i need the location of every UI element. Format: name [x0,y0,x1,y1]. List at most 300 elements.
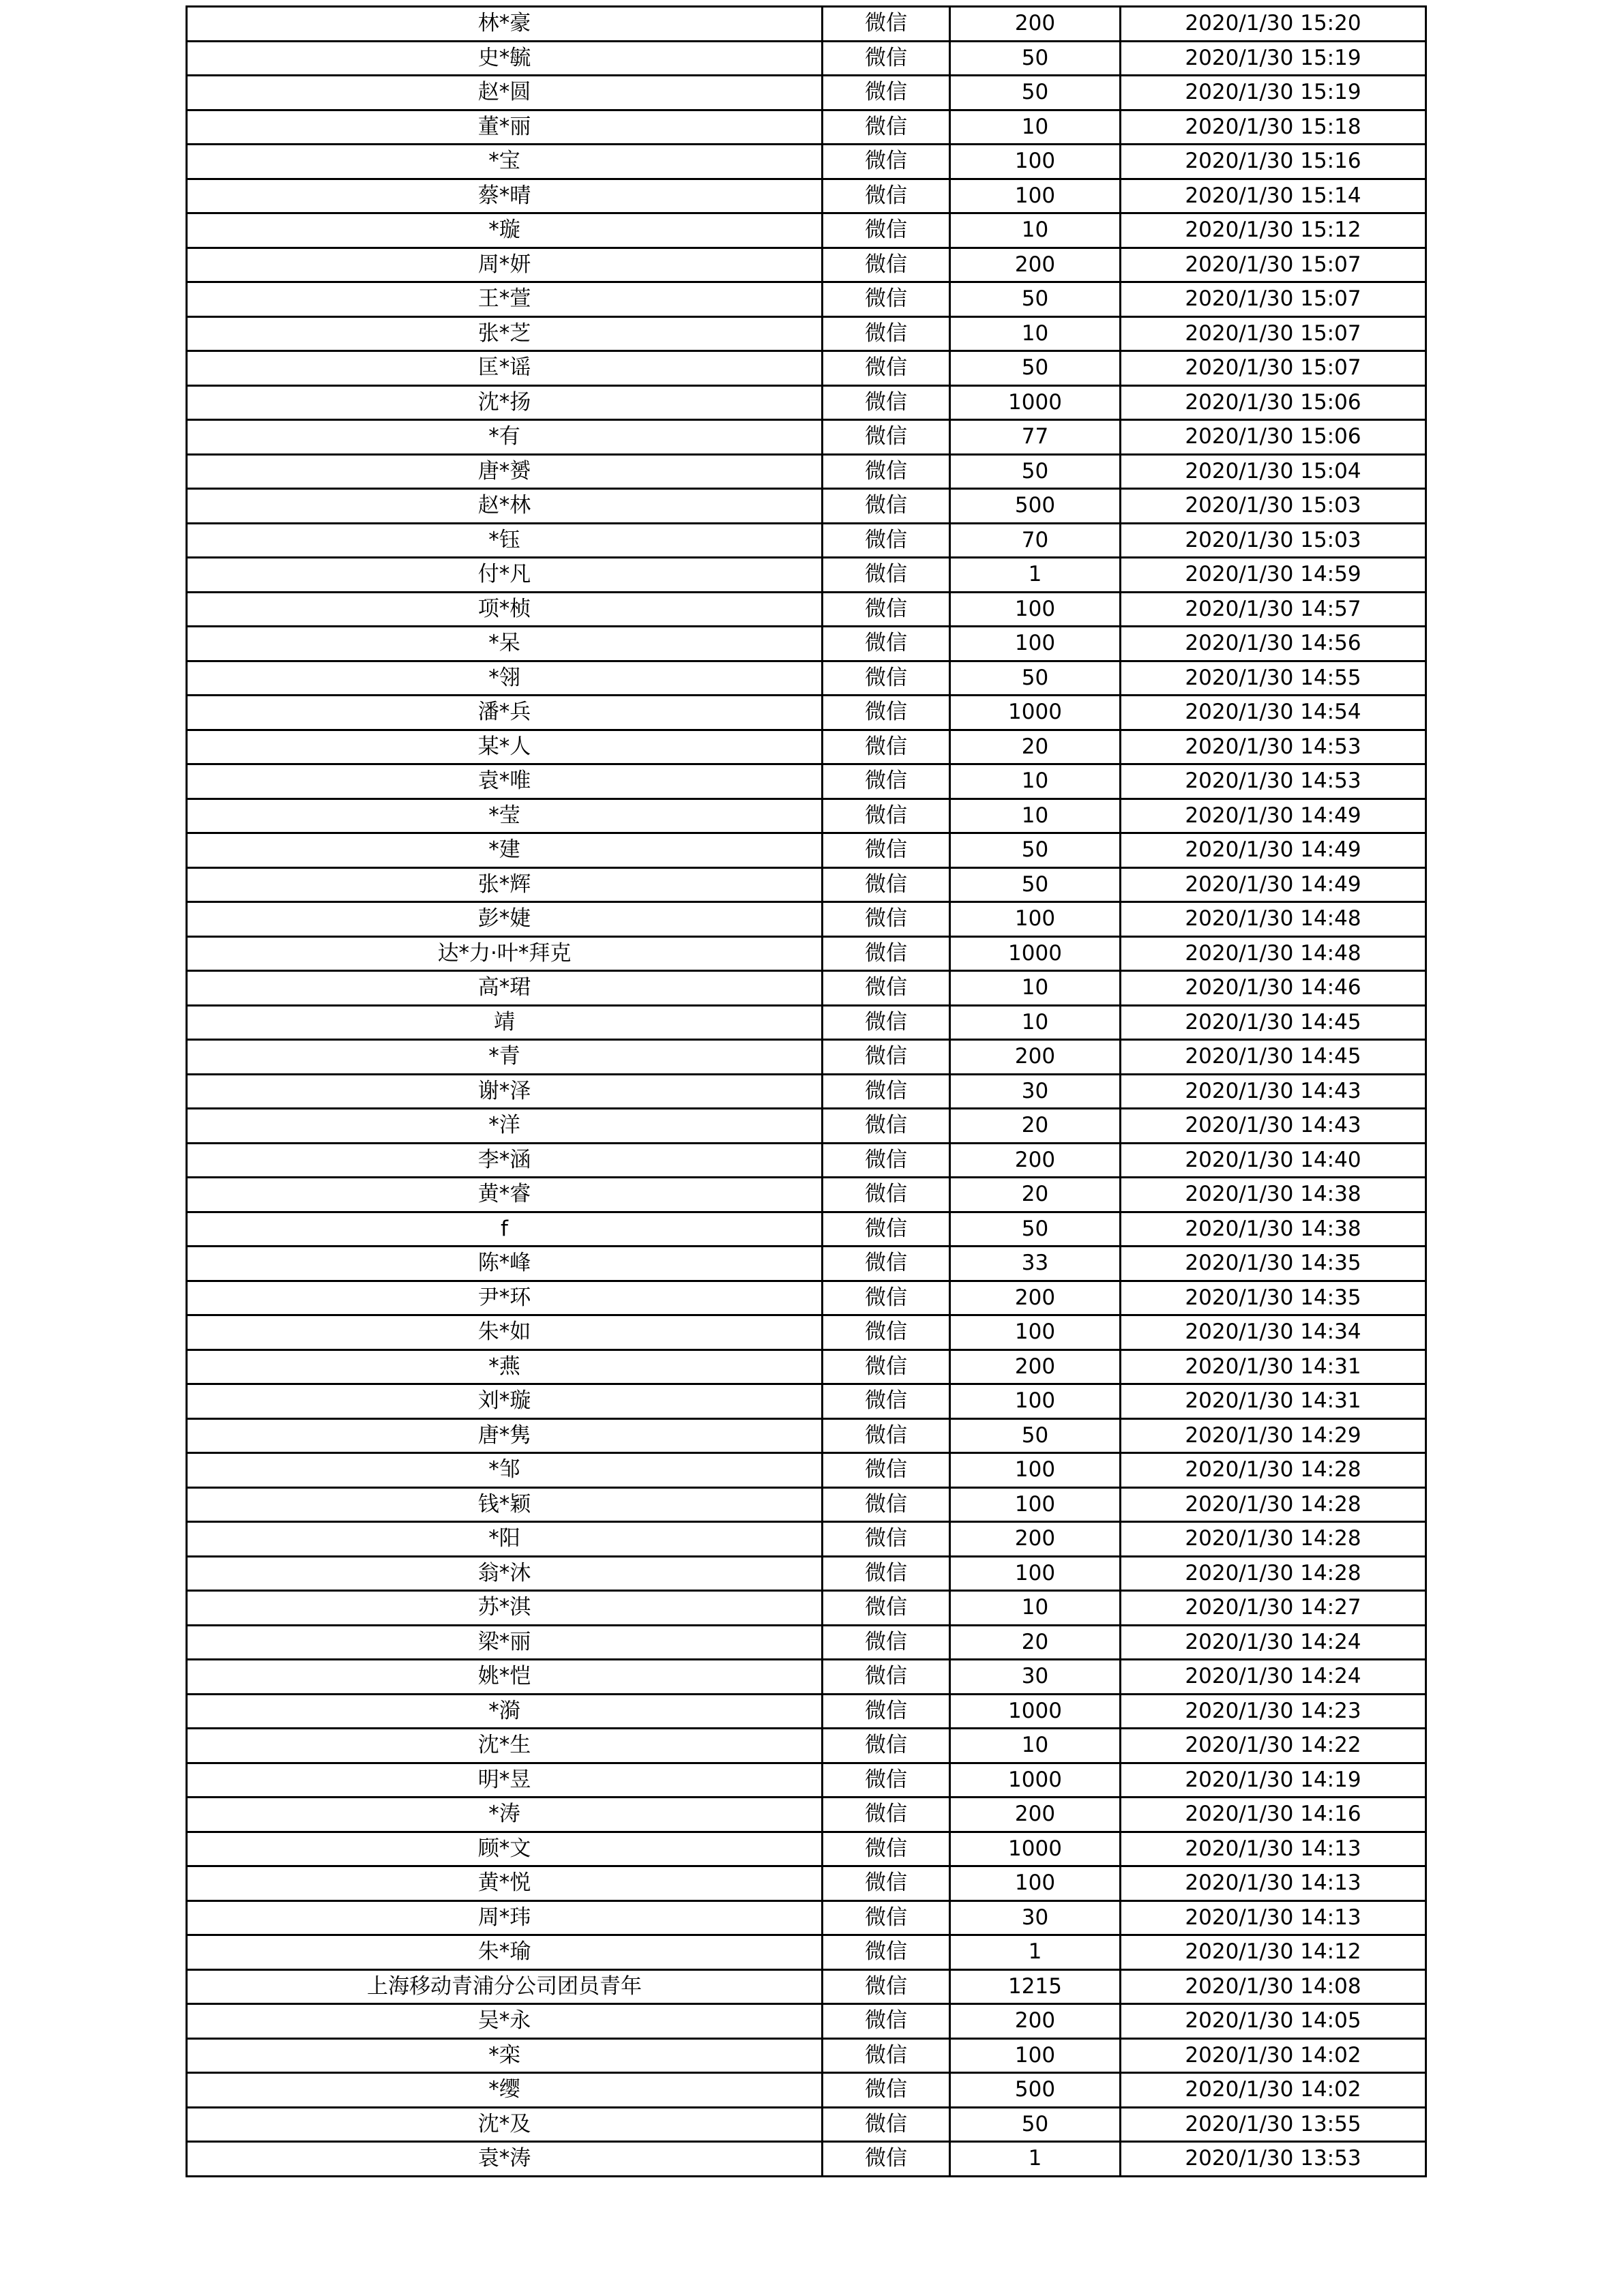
donor-name-cell: 潘*兵 [187,696,823,730]
amount-cell: 33 [950,1247,1121,1281]
timestamp-cell: 2020/1/30 14:12 [1121,1935,1426,1970]
amount-cell: 70 [950,523,1121,558]
table-row [187,867,1426,902]
donor-name-cell: *呆 [187,627,823,661]
amount-cell: 10 [950,1005,1121,1040]
table-row [187,1109,1426,1144]
table-row [187,1556,1426,1591]
timestamp-cell: 2020/1/30 14:57 [1121,592,1426,627]
amount-cell: 1000 [950,1763,1121,1798]
donor-name-cell: 刘*璇 [187,1384,823,1419]
amount-cell: 200 [950,7,1121,42]
amount-cell: 20 [950,1625,1121,1660]
donor-name-cell: 董*丽 [187,110,823,145]
payment-method-cell: 微信 [823,1625,950,1660]
table-row [187,2107,1426,2142]
payment-method-cell: 微信 [823,1487,950,1522]
timestamp-cell: 2020/1/30 15:07 [1121,316,1426,351]
timestamp-cell: 2020/1/30 14:59 [1121,558,1426,593]
amount-cell: 100 [950,902,1121,937]
payment-method-cell: 微信 [823,145,950,179]
timestamp-cell: 2020/1/30 14:46 [1121,971,1426,1006]
payment-method-cell: 微信 [823,179,950,213]
timestamp-cell: 2020/1/30 15:06 [1121,385,1426,420]
table-row [187,558,1426,593]
table-row [187,1384,1426,1419]
amount-cell: 1000 [950,696,1121,730]
amount-cell: 100 [950,2038,1121,2073]
payment-method-cell: 微信 [823,1935,950,1970]
timestamp-cell: 2020/1/30 14:24 [1121,1625,1426,1660]
amount-cell: 100 [950,1556,1121,1591]
table-row [187,1798,1426,1832]
donor-name-cell: 朱*瑜 [187,1935,823,1970]
donor-name-cell: *洋 [187,1109,823,1144]
donor-name-cell: 史*毓 [187,41,823,76]
payment-method-cell: 微信 [823,1866,950,1901]
timestamp-cell: 2020/1/30 14:27 [1121,1591,1426,1626]
payment-method-cell: 微信 [823,420,950,455]
donor-name-cell: 姚*恺 [187,1660,823,1695]
timestamp-cell: 2020/1/30 15:03 [1121,523,1426,558]
payment-method-cell: 微信 [823,730,950,764]
timestamp-cell: 2020/1/30 13:53 [1121,2142,1426,2177]
amount-cell: 500 [950,2073,1121,2108]
amount-cell: 100 [950,1453,1121,1488]
amount-cell: 10 [950,1591,1121,1626]
payment-method-cell: 微信 [823,523,950,558]
table-row [187,1074,1426,1109]
timestamp-cell: 2020/1/30 14:49 [1121,867,1426,902]
table-row [187,1591,1426,1626]
amount-cell: 50 [950,1212,1121,1247]
payment-method-cell: 微信 [823,213,950,248]
amount-cell: 10 [950,213,1121,248]
donor-name-cell: 黄*睿 [187,1178,823,1212]
payment-method-cell: 微信 [823,1109,950,1144]
payment-method-cell: 微信 [823,627,950,661]
table-row [187,2004,1426,2039]
table-row [187,1832,1426,1866]
table-row [187,730,1426,764]
timestamp-cell: 2020/1/30 14:28 [1121,1522,1426,1557]
table-row [187,213,1426,248]
amount-cell: 500 [950,489,1121,524]
payment-method-cell: 微信 [823,1453,950,1488]
payment-method-cell: 微信 [823,764,950,799]
timestamp-cell: 2020/1/30 14:08 [1121,1969,1426,2004]
table-row [187,7,1426,42]
payment-method-cell: 微信 [823,351,950,386]
table-row [187,523,1426,558]
table-row [187,1040,1426,1075]
table-row [187,1178,1426,1212]
donor-name-cell: *璇 [187,213,823,248]
amount-cell: 200 [950,1143,1121,1178]
table-row [187,316,1426,351]
payment-method-cell: 微信 [823,1522,950,1557]
table-row [187,592,1426,627]
payment-method-cell: 微信 [823,2107,950,2142]
donor-name-cell: 高*珺 [187,971,823,1006]
amount-cell: 100 [950,1487,1121,1522]
table-row [187,110,1426,145]
timestamp-cell: 2020/1/30 15:16 [1121,145,1426,179]
payment-method-cell: 微信 [823,1832,950,1866]
timestamp-cell: 2020/1/30 14:34 [1121,1315,1426,1350]
amount-cell: 77 [950,420,1121,455]
table-row [187,1315,1426,1350]
payment-method-cell: 微信 [823,454,950,489]
payment-method-cell: 微信 [823,1900,950,1935]
table-row [187,1935,1426,1970]
amount-cell: 1000 [950,936,1121,971]
table-row [187,145,1426,179]
table-row [187,385,1426,420]
payment-method-cell: 微信 [823,936,950,971]
donation-table-body [187,7,1426,2177]
donor-name-cell: 达*力·叶*拜克 [187,936,823,971]
payment-method-cell: 微信 [823,76,950,110]
donor-name-cell: *缨 [187,2073,823,2108]
donor-name-cell: *建 [187,833,823,868]
donor-name-cell: 张*芝 [187,316,823,351]
payment-method-cell: 微信 [823,316,950,351]
donor-name-cell: 匡*谣 [187,351,823,386]
donor-name-cell: 赵*林 [187,489,823,524]
payment-method-cell: 微信 [823,1694,950,1729]
donor-name-cell: *宝 [187,145,823,179]
donor-name-cell: 某*人 [187,730,823,764]
payment-method-cell: 微信 [823,1591,950,1626]
amount-cell: 50 [950,282,1121,317]
timestamp-cell: 2020/1/30 14:19 [1121,1763,1426,1798]
payment-method-cell: 微信 [823,248,950,282]
payment-method-cell: 微信 [823,902,950,937]
payment-method-cell: 微信 [823,1350,950,1384]
timestamp-cell: 2020/1/30 14:22 [1121,1729,1426,1763]
table-row [187,1969,1426,2004]
donor-name-cell: 苏*淇 [187,1591,823,1626]
timestamp-cell: 2020/1/30 14:48 [1121,936,1426,971]
table-row [187,1350,1426,1384]
amount-cell: 50 [950,41,1121,76]
amount-cell: 1 [950,558,1121,593]
payment-method-cell: 微信 [823,2073,950,2108]
timestamp-cell: 2020/1/30 14:53 [1121,764,1426,799]
donor-name-cell: 彭*婕 [187,902,823,937]
donor-name-cell: *莹 [187,799,823,833]
donor-name-cell: 蔡*晴 [187,179,823,213]
amount-cell: 1000 [950,1832,1121,1866]
payment-method-cell: 微信 [823,867,950,902]
timestamp-cell: 2020/1/30 14:49 [1121,833,1426,868]
timestamp-cell: 2020/1/30 14:53 [1121,730,1426,764]
amount-cell: 10 [950,764,1121,799]
timestamp-cell: 2020/1/30 14:54 [1121,696,1426,730]
amount-cell: 100 [950,627,1121,661]
timestamp-cell: 2020/1/30 14:16 [1121,1798,1426,1832]
amount-cell: 30 [950,1074,1121,1109]
donor-name-cell: 袁*涛 [187,2142,823,2177]
payment-method-cell: 微信 [823,1729,950,1763]
table-row [187,1487,1426,1522]
amount-cell: 200 [950,248,1121,282]
timestamp-cell: 2020/1/30 15:18 [1121,110,1426,145]
timestamp-cell: 2020/1/30 15:07 [1121,282,1426,317]
table-row [187,454,1426,489]
timestamp-cell: 2020/1/30 14:29 [1121,1418,1426,1453]
amount-cell: 1215 [950,1969,1121,2004]
amount-cell: 1 [950,1935,1121,1970]
donor-name-cell: 林*豪 [187,7,823,42]
timestamp-cell: 2020/1/30 14:24 [1121,1660,1426,1695]
payment-method-cell: 微信 [823,971,950,1006]
payment-method-cell: 微信 [823,1556,950,1591]
payment-method-cell: 微信 [823,1143,950,1178]
payment-method-cell: 微信 [823,1005,950,1040]
amount-cell: 1000 [950,385,1121,420]
table-row [187,971,1426,1006]
payment-method-cell: 微信 [823,799,950,833]
table-row [187,2038,1426,2073]
amount-cell: 50 [950,351,1121,386]
donor-name-cell: 唐*赟 [187,454,823,489]
donor-name-cell: 吴*永 [187,2004,823,2039]
table-row [187,661,1426,696]
amount-cell: 10 [950,971,1121,1006]
table-row [187,1660,1426,1695]
donor-name-cell: 张*辉 [187,867,823,902]
amount-cell: 50 [950,2107,1121,2142]
amount-cell: 50 [950,1418,1121,1453]
timestamp-cell: 2020/1/30 14:43 [1121,1074,1426,1109]
table-row [187,764,1426,799]
table-row [187,489,1426,524]
amount-cell: 100 [950,1866,1121,1901]
table-row [187,1900,1426,1935]
table-row [187,1729,1426,1763]
amount-cell: 50 [950,867,1121,902]
timestamp-cell: 2020/1/30 15:19 [1121,76,1426,110]
donor-name-cell: 梁*丽 [187,1625,823,1660]
payment-method-cell: 微信 [823,1763,950,1798]
timestamp-cell: 2020/1/30 15:07 [1121,248,1426,282]
table-row [187,1694,1426,1729]
timestamp-cell: 2020/1/30 14:40 [1121,1143,1426,1178]
table-row [187,248,1426,282]
amount-cell: 200 [950,1798,1121,1832]
timestamp-cell: 2020/1/30 14:38 [1121,1212,1426,1247]
payment-method-cell: 微信 [823,1315,950,1350]
amount-cell: 10 [950,316,1121,351]
table-row [187,76,1426,110]
payment-method-cell: 微信 [823,592,950,627]
table-row [187,1418,1426,1453]
amount-cell: 20 [950,1178,1121,1212]
payment-method-cell: 微信 [823,1969,950,2004]
donor-name-cell: 袁*唯 [187,764,823,799]
amount-cell: 100 [950,145,1121,179]
donor-name-cell: 靖 [187,1005,823,1040]
timestamp-cell: 2020/1/30 15:04 [1121,454,1426,489]
table-row [187,696,1426,730]
timestamp-cell: 2020/1/30 14:23 [1121,1694,1426,1729]
amount-cell: 10 [950,110,1121,145]
payment-method-cell: 微信 [823,110,950,145]
donor-name-cell: 顾*文 [187,1832,823,1866]
timestamp-cell: 2020/1/30 14:31 [1121,1384,1426,1419]
table-row [187,282,1426,317]
donor-name-cell: 尹*环 [187,1281,823,1315]
timestamp-cell: 2020/1/30 15:03 [1121,489,1426,524]
amount-cell: 50 [950,661,1121,696]
table-row [187,2142,1426,2177]
donor-name-cell: 赵*圆 [187,76,823,110]
amount-cell: 30 [950,1900,1121,1935]
amount-cell: 1000 [950,1694,1121,1729]
amount-cell: 200 [950,1040,1121,1075]
timestamp-cell: 2020/1/30 14:28 [1121,1556,1426,1591]
table-row [187,1625,1426,1660]
timestamp-cell: 2020/1/30 14:02 [1121,2038,1426,2073]
donor-name-cell: 项*桢 [187,592,823,627]
payment-method-cell: 微信 [823,1281,950,1315]
timestamp-cell: 2020/1/30 15:19 [1121,41,1426,76]
table-row [187,179,1426,213]
donor-name-cell: 朱*如 [187,1315,823,1350]
payment-method-cell: 微信 [823,1178,950,1212]
donor-name-cell: *有 [187,420,823,455]
donor-name-cell: 周*玮 [187,1900,823,1935]
donor-name-cell: 谢*泽 [187,1074,823,1109]
amount-cell: 100 [950,179,1121,213]
amount-cell: 30 [950,1660,1121,1695]
donor-name-cell: 陈*峰 [187,1247,823,1281]
timestamp-cell: 2020/1/30 14:28 [1121,1453,1426,1488]
payment-method-cell: 微信 [823,1418,950,1453]
timestamp-cell: 2020/1/30 14:13 [1121,1866,1426,1901]
timestamp-cell: 2020/1/30 14:13 [1121,1832,1426,1866]
donor-name-cell: 付*凡 [187,558,823,593]
table-row [187,1247,1426,1281]
timestamp-cell: 2020/1/30 14:35 [1121,1247,1426,1281]
timestamp-cell: 2020/1/30 14:45 [1121,1040,1426,1075]
payment-method-cell: 微信 [823,385,950,420]
table-row [187,351,1426,386]
timestamp-cell: 2020/1/30 14:55 [1121,661,1426,696]
payment-method-cell: 微信 [823,558,950,593]
donor-name-cell: *阳 [187,1522,823,1557]
amount-cell: 1 [950,2142,1121,2177]
payment-method-cell: 微信 [823,7,950,42]
payment-method-cell: 微信 [823,661,950,696]
table-row [187,1005,1426,1040]
payment-method-cell: 微信 [823,696,950,730]
amount-cell: 100 [950,1384,1121,1419]
donor-name-cell: 沈*及 [187,2107,823,2142]
table-row [187,2073,1426,2108]
donor-name-cell: 沈*扬 [187,385,823,420]
amount-cell: 100 [950,592,1121,627]
payment-method-cell: 微信 [823,2142,950,2177]
donation-table [186,5,1427,2177]
table-row [187,1763,1426,1798]
table-row [187,1143,1426,1178]
amount-cell: 20 [950,730,1121,764]
timestamp-cell: 2020/1/30 14:05 [1121,2004,1426,2039]
donor-name-cell: *栾 [187,2038,823,2073]
donor-name-cell: 周*妍 [187,248,823,282]
timestamp-cell: 2020/1/30 14:49 [1121,799,1426,833]
timestamp-cell: 2020/1/30 14:45 [1121,1005,1426,1040]
timestamp-cell: 2020/1/30 14:13 [1121,1900,1426,1935]
donor-name-cell: *涛 [187,1798,823,1832]
payment-method-cell: 微信 [823,1247,950,1281]
table-row [187,902,1426,937]
donor-name-cell: *青 [187,1040,823,1075]
donor-name-cell: 明*昱 [187,1763,823,1798]
amount-cell: 100 [950,1315,1121,1350]
donor-name-cell: 沈*生 [187,1729,823,1763]
timestamp-cell: 2020/1/30 14:56 [1121,627,1426,661]
timestamp-cell: 2020/1/30 14:35 [1121,1281,1426,1315]
donor-name-cell: *钰 [187,523,823,558]
payment-method-cell: 微信 [823,1660,950,1695]
payment-method-cell: 微信 [823,1040,950,1075]
donor-name-cell: 上海移动青浦分公司团员青年 [187,1969,823,2004]
timestamp-cell: 2020/1/30 15:20 [1121,7,1426,42]
table-row [187,1281,1426,1315]
payment-method-cell: 微信 [823,2004,950,2039]
donor-name-cell: *漪 [187,1694,823,1729]
donor-name-cell: 唐*隽 [187,1418,823,1453]
payment-method-cell: 微信 [823,2038,950,2073]
payment-method-cell: 微信 [823,1212,950,1247]
timestamp-cell: 2020/1/30 15:07 [1121,351,1426,386]
amount-cell: 10 [950,799,1121,833]
amount-cell: 200 [950,1350,1121,1384]
payment-method-cell: 微信 [823,1798,950,1832]
amount-cell: 200 [950,1522,1121,1557]
table-row [187,41,1426,76]
donor-name-cell: *翎 [187,661,823,696]
table-row [187,1453,1426,1488]
donor-name-cell: 李*涵 [187,1143,823,1178]
table-row [187,833,1426,868]
amount-cell: 50 [950,76,1121,110]
amount-cell: 50 [950,454,1121,489]
donor-name-cell: *燕 [187,1350,823,1384]
amount-cell: 200 [950,1281,1121,1315]
timestamp-cell: 2020/1/30 14:31 [1121,1350,1426,1384]
timestamp-cell: 2020/1/30 14:48 [1121,902,1426,937]
amount-cell: 20 [950,1109,1121,1144]
payment-method-cell: 微信 [823,1074,950,1109]
payment-method-cell: 微信 [823,833,950,868]
table-row [187,627,1426,661]
table-row [187,1866,1426,1901]
donor-name-cell: *邹 [187,1453,823,1488]
payment-method-cell: 微信 [823,282,950,317]
donor-name-cell: f [187,1212,823,1247]
table-row [187,420,1426,455]
donor-name-cell: 翁*沐 [187,1556,823,1591]
donor-name-cell: 黄*悦 [187,1866,823,1901]
table-row [187,936,1426,971]
amount-cell: 50 [950,833,1121,868]
donor-name-cell: 王*萱 [187,282,823,317]
